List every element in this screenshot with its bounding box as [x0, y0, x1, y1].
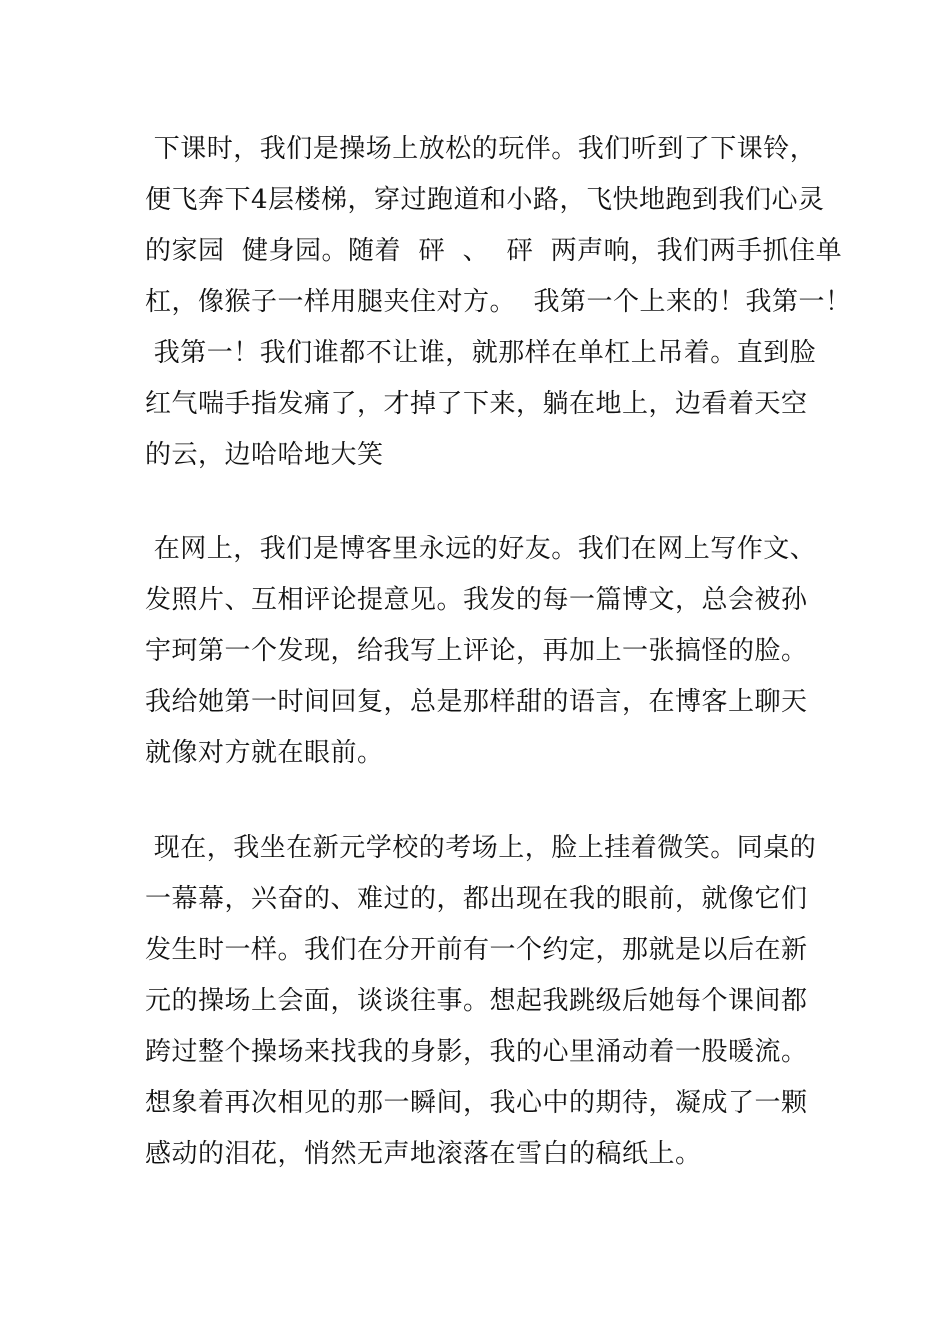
text-line: 元的操场上会面，谈谈往事。想起我跳级后她每个课间都	[145, 986, 808, 1016]
text-line: 在网上，我们是博客里永远的好友。我们在网上写作文、	[145, 534, 817, 564]
text-line: 我给她第一时间回复，总是那样甜的语言，在博客上聊天	[145, 687, 808, 717]
text-line: 发照片、互相评论提意见。我发的每一篇博文，总会被孙	[145, 585, 808, 615]
text-line: 想象着再次相见的那一瞬间，我心中的期待，凝成了一颗	[145, 1088, 808, 1118]
text-line: 一幕幕，兴奋的、难过的，都出现在我的眼前，就像它们	[145, 884, 808, 914]
text-line: 红气喘手指发痛了，才掉了下来，躺在地上，边看着天空	[145, 389, 808, 419]
text-line: 便飞奔下4层楼梯，穿过跑道和小路，飞快地跑到我们心灵	[145, 185, 825, 215]
text-line: 的云，边哈哈地大笑	[145, 440, 384, 470]
text-line: 就像对方就在眼前。	[145, 738, 384, 768]
paragraph-recess	[145, 124, 852, 481]
text-line: 现在，我坐在新元学校的考场上，脸上挂着微笑。同桌的	[145, 833, 817, 863]
text-line: 发生时一样。我们在分开前有一个约定，那就是以后在新	[145, 935, 808, 965]
text-line: 下课时，我们是操场上放松的玩伴。我们听到了下课铃，	[145, 134, 817, 164]
paragraph-now	[145, 823, 825, 1180]
text-line: 的家园 健身园。随着 砰 、 砰 两声响，我们两手抓住单	[145, 236, 843, 266]
text-line: 宇珂第一个发现，给我写上评论，再加上一张搞怪的脸。	[145, 636, 808, 666]
text-line: 杠，像猴子一样用腿夹住对方。 我第一个上来的！我第一！	[145, 287, 852, 317]
paragraph-online	[145, 524, 825, 779]
text-line: 感动的泪花，悄然无声地滚落在雪白的稿纸上。	[145, 1139, 702, 1169]
text-line: 跨过整个操场来找我的身影，我的心里涌动着一股暖流。	[145, 1037, 808, 1067]
text-line: 我第一！我们谁都不让谁，就那样在单杠上吊着。直到脸	[145, 338, 817, 368]
